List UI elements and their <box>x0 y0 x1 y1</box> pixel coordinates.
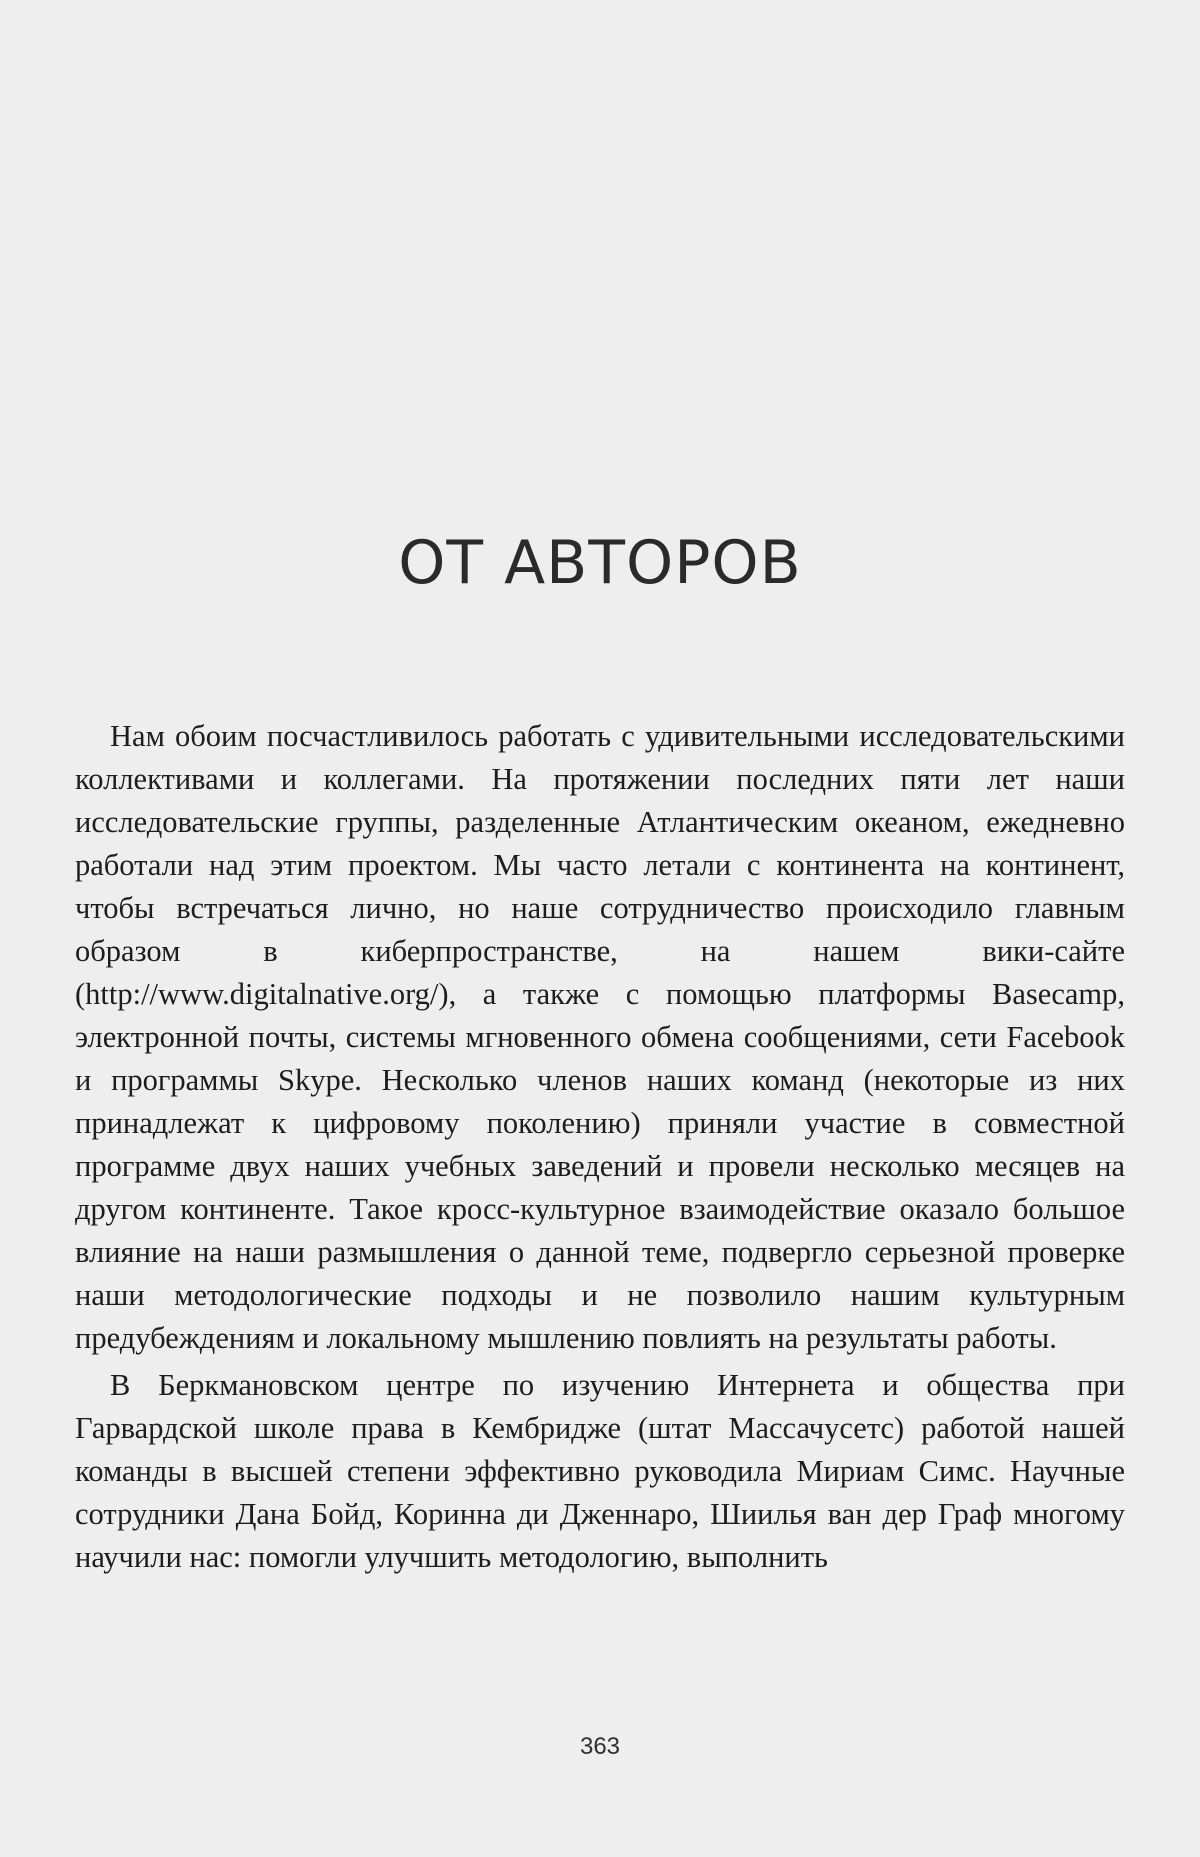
page-number: 363 <box>579 1733 621 1760</box>
paragraph-1: Нам обоим посчастливилось работать с удивительными исследовательскими коллективами и коллегами. На протяжении последних пяти лет наши исследовательские группы, разделенные Атлантическим океаном, ежедневно работали над этим проектом. Мы часто летали с континента на континент, чтобы встречаться лично, но наше сотрудничество происходило главным образом в киберпространстве, на нашем вики-сайте (http://www.digitalnative.org/), а также с помощью платформы Basecamp, электронной почты, системы мгновенного обмена сообщениями, сети Facebook и программы Skype. Несколько членов наших команд (некоторые из них принадлежат к цифровому поколению) приняли участие в совместной программе двух наших учебных заведений и провели несколько месяцев на другом континенте. Такое кросс-культурное взаимодействие оказало большое влияние на наши размышления о данной теме, подвергло серьезной проверке наши методологические подходы и не позволило нашим культурным предубеждениям и локальному мышлению повлиять на результаты работы. <box>75 719 1125 1355</box>
body-text <box>75 715 1125 1579</box>
section-title: ОТ АВТОРОВ <box>398 528 802 598</box>
paragraph-2: В Беркмановском центре по изучению Интернета и общества при Гарвардской школе права в Кембридже (штат Массачусетс) работой нашей команды в высшей степени эффективно руководила Мириам Симс. Научные сотрудники Дана Бойд, Коринна ди Дженнаро, Шиилья ван дер Граф многому научили нас: помогли улучшить методологию, выполнить <box>75 1368 1125 1574</box>
